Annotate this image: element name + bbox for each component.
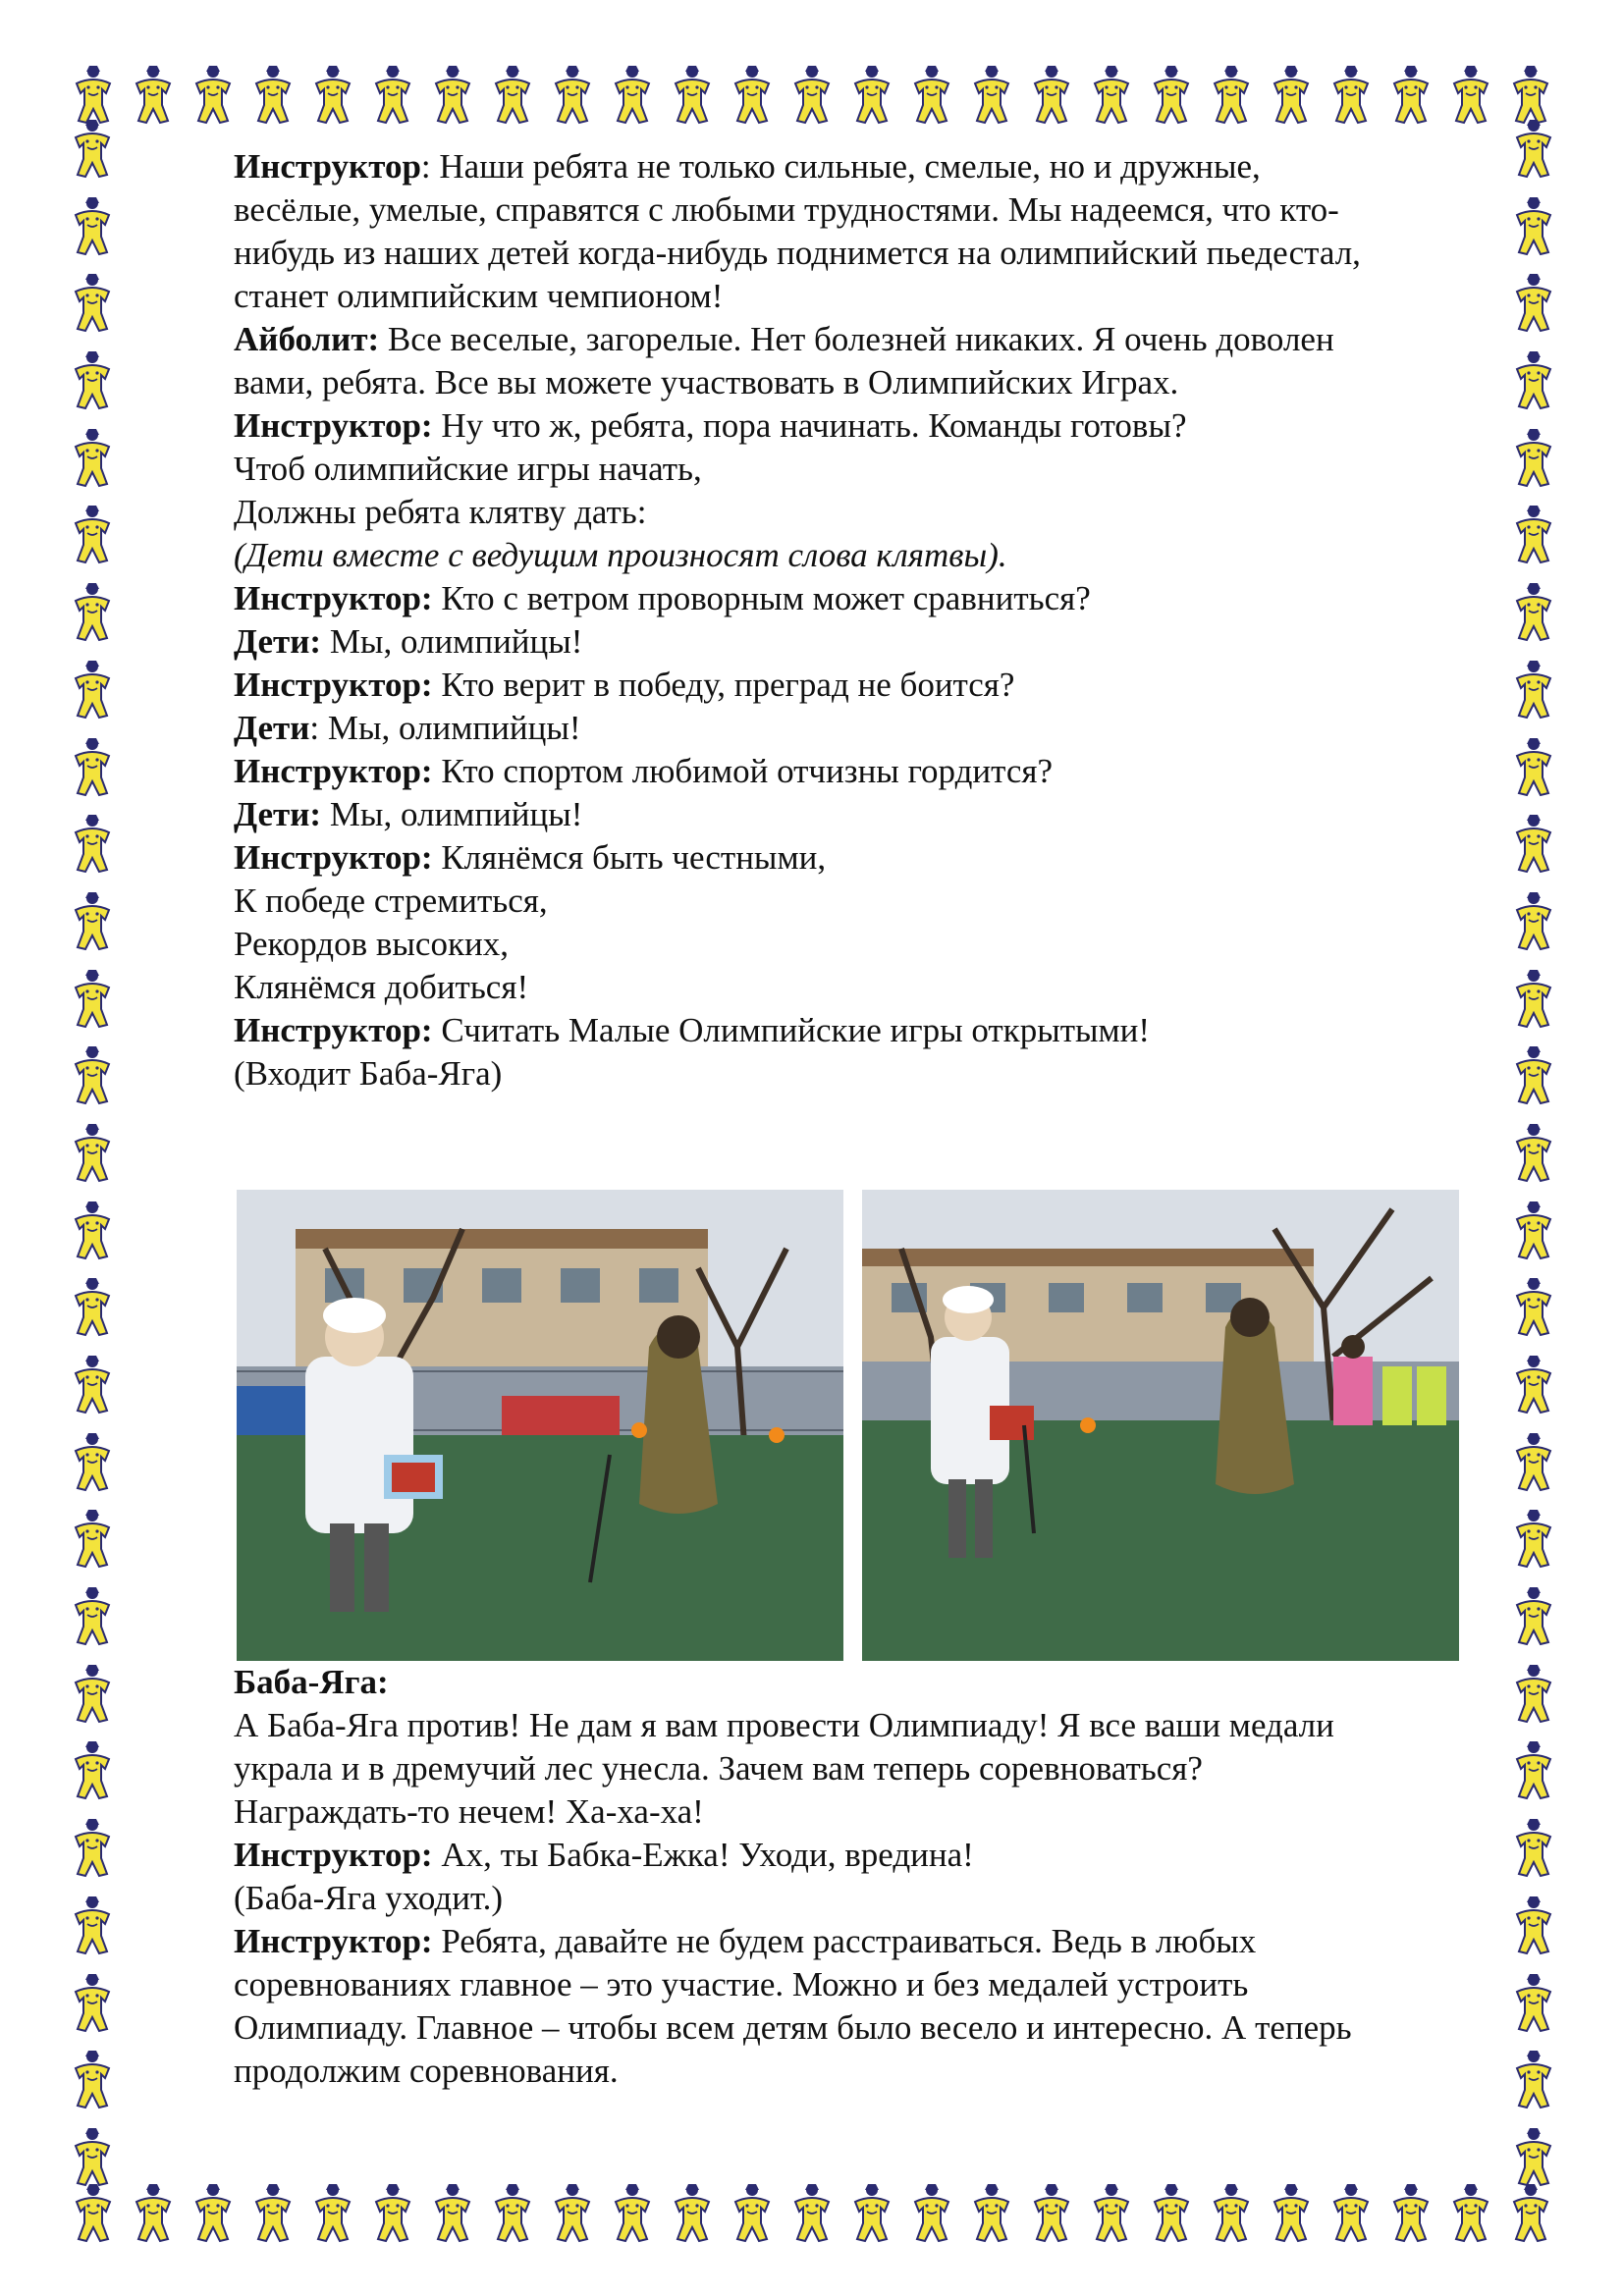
speaker-name: Дети: xyxy=(234,795,322,833)
waving-person-icon xyxy=(905,64,958,127)
speaker-name: Инструктор: xyxy=(234,1922,433,1960)
line-text: Ну что ж, ребята, пора начинать. Команды готовы? xyxy=(441,406,1187,445)
waving-person-icon xyxy=(1507,1585,1560,1648)
waving-person-icon xyxy=(66,118,119,181)
waving-person-icon xyxy=(66,1508,119,1571)
waving-person-icon xyxy=(1507,1431,1560,1494)
text-line xyxy=(234,448,1530,491)
text-line xyxy=(234,361,1530,404)
text-line xyxy=(234,1747,1530,1790)
waving-person-icon xyxy=(1145,64,1198,127)
speaker-name: Дети: xyxy=(234,622,322,661)
line-text: Мы, олимпийцы! xyxy=(329,622,583,661)
waving-person-icon xyxy=(66,1122,119,1185)
text-line xyxy=(234,491,1530,534)
waving-person-icon xyxy=(1205,2182,1258,2245)
waving-person-icon xyxy=(66,2049,119,2111)
text-line xyxy=(234,1052,1530,1095)
line-text: Клянёмся добиться! xyxy=(234,968,529,1006)
waving-person-icon xyxy=(66,1200,119,1262)
waving-person-icon xyxy=(965,64,1018,127)
speaker-name: Инструктор: xyxy=(234,838,433,877)
waving-person-icon xyxy=(66,736,119,799)
line-text: Мы, олимпийцы! xyxy=(329,795,583,833)
waving-person-icon xyxy=(1085,64,1138,127)
text-line xyxy=(234,1877,1530,1920)
waving-person-icon xyxy=(187,2182,240,2245)
waving-person-icon xyxy=(66,1663,119,1726)
text-line xyxy=(234,1920,1530,1963)
line-text: нибудь из наших детей когда-нибудь поднимется на олимпийский пьедестал, xyxy=(234,234,1361,272)
waving-person-icon xyxy=(66,890,119,953)
text-line xyxy=(234,577,1530,620)
text-line xyxy=(234,793,1530,836)
waving-person-icon xyxy=(606,2182,659,2245)
text-line xyxy=(234,232,1530,275)
line-text: Клянёмся быть честными, xyxy=(441,838,827,877)
line-text: украла и в дремучий лес унесла. Зачем вам теперь соревноваться? xyxy=(234,1749,1203,1788)
waving-person-icon xyxy=(1265,64,1318,127)
line-text: Все веселые, загорелые. Нет болезней никаких. Я очень доволен xyxy=(387,320,1334,358)
line-text: Считать Малые Олимпийские игры открытыми! xyxy=(441,1011,1151,1049)
waving-person-icon xyxy=(66,1431,119,1494)
line-text: Олимпиаду. Главное – чтобы всем детям было весело и интересно. А теперь xyxy=(234,2008,1352,2047)
waving-person-icon xyxy=(486,64,539,127)
waving-person-icon xyxy=(1507,1508,1560,1571)
line-text: Ребята, давайте не будем расстраиваться. Ведь в любых xyxy=(441,1922,1257,1960)
waving-person-icon xyxy=(666,2182,719,2245)
waving-person-icon xyxy=(66,968,119,1031)
text-line xyxy=(234,836,1530,880)
text-line xyxy=(234,1704,1530,1747)
separator: : xyxy=(309,709,328,747)
waving-person-icon xyxy=(66,1739,119,1802)
speaker-name: Инструктор: xyxy=(234,752,433,790)
text-line xyxy=(234,664,1530,707)
text-line xyxy=(234,2006,1530,2050)
waving-person-icon xyxy=(66,1354,119,1416)
text-line xyxy=(234,534,1530,577)
waving-person-icon xyxy=(1507,2126,1560,2189)
waving-person-icon xyxy=(1384,2182,1437,2245)
line-text: Награждать-то нечем! Ха-ха-ха! xyxy=(234,1792,704,1831)
waving-person-icon xyxy=(1507,1276,1560,1339)
waving-person-icon xyxy=(66,581,119,644)
text-line xyxy=(234,620,1530,664)
text-line xyxy=(234,1009,1530,1052)
photo-aibolit-baba-yaga-2 xyxy=(862,1190,1459,1661)
line-text: весёлые, умелые, справятся с любыми трудностями. Мы надеемся, что кто- xyxy=(234,190,1339,229)
waving-person-icon xyxy=(306,2182,359,2245)
text-line xyxy=(234,404,1530,448)
line-text: К победе стремиться, xyxy=(234,881,548,920)
waving-person-icon xyxy=(606,64,659,127)
waving-person-icon xyxy=(1205,64,1258,127)
text-line xyxy=(234,1790,1530,1834)
line-text: соревнованиях главное – это участие. Можно и без медалей устроить xyxy=(234,1965,1249,2003)
line-text: Рекордов высоких, xyxy=(234,925,509,963)
text-line xyxy=(234,1963,1530,2006)
waving-person-icon xyxy=(66,349,119,412)
waving-person-icon xyxy=(1265,2182,1318,2245)
separator xyxy=(321,795,330,833)
line-text: Кто с ветром проворным может сравниться? xyxy=(441,579,1091,617)
waving-person-icon xyxy=(486,2182,539,2245)
text-line xyxy=(234,966,1530,1009)
speaker-name: Инструктор: xyxy=(234,579,433,617)
waving-person-icon xyxy=(1444,2182,1497,2245)
waving-person-icon xyxy=(66,504,119,566)
line-text: Ах, ты Бабка-Ежка! Уходи, вредина! xyxy=(441,1836,974,1874)
border-top xyxy=(67,55,1557,135)
speaker-name: Инструктор: xyxy=(234,1011,433,1049)
speaker-name: Баба-Яга: xyxy=(234,1663,389,1701)
waving-person-icon xyxy=(1507,1354,1560,1416)
waving-person-icon xyxy=(66,813,119,876)
waving-person-icon xyxy=(1085,2182,1138,2245)
speaker-name: Инструктор: xyxy=(234,1836,433,1874)
text-line xyxy=(234,750,1530,793)
line-text: (Дети вместе с ведущим произносят слова клятвы). xyxy=(234,536,1007,574)
waving-person-icon xyxy=(426,64,479,127)
waving-person-icon xyxy=(66,195,119,258)
speaker-name: Инструктор: xyxy=(234,666,433,704)
waving-person-icon xyxy=(306,64,359,127)
waving-person-icon xyxy=(366,2182,419,2245)
waving-person-icon xyxy=(366,64,419,127)
waving-person-icon xyxy=(1444,64,1497,127)
waving-person-icon xyxy=(426,2182,479,2245)
waving-person-icon xyxy=(845,2182,898,2245)
dialogue-top xyxy=(234,145,1530,1095)
line-text: станет олимпийским чемпионом! xyxy=(234,277,724,315)
waving-person-icon xyxy=(785,2182,839,2245)
line-text: Должны ребята клятву дать: xyxy=(234,493,647,531)
line-text: Наши ребята не только сильные, смелые, но и дружные, xyxy=(439,147,1261,186)
waving-person-icon xyxy=(666,64,719,127)
text-line xyxy=(234,275,1530,318)
waving-person-icon xyxy=(246,64,299,127)
line-text: (Входит Баба-Яга) xyxy=(234,1054,503,1093)
line-text: Мы, олимпийцы! xyxy=(327,709,581,747)
waving-person-icon xyxy=(66,1585,119,1648)
line-text: Кто спортом любимой отчизны гордится? xyxy=(441,752,1054,790)
waving-person-icon xyxy=(1025,64,1078,127)
line-text: А Баба-Яга против! Не дам я вам провести Олимпиаду! Я все ваши медали xyxy=(234,1706,1334,1744)
text-line xyxy=(234,145,1530,188)
line-text: Чтоб олимпийские игры начать, xyxy=(234,450,702,488)
waving-person-icon xyxy=(1507,1122,1560,1185)
waving-person-icon xyxy=(127,64,180,127)
waving-person-icon xyxy=(1025,2182,1078,2245)
speaker-name: Айболит: xyxy=(234,320,380,358)
waving-person-icon xyxy=(785,64,839,127)
waving-person-icon xyxy=(127,2182,180,2245)
waving-person-icon xyxy=(66,427,119,490)
waving-person-icon xyxy=(1507,1200,1560,1262)
photo-aibolit-baba-yaga-1 xyxy=(237,1190,843,1661)
waving-person-icon xyxy=(67,2182,120,2245)
separator xyxy=(321,622,330,661)
waving-person-icon xyxy=(66,1972,119,2035)
dialogue-bottom xyxy=(234,1661,1530,2093)
waving-person-icon xyxy=(546,2182,599,2245)
line-text: (Баба-Яга уходит.) xyxy=(234,1879,504,1917)
waving-person-icon xyxy=(187,64,240,127)
waving-person-icon xyxy=(1504,2182,1557,2245)
separator xyxy=(379,320,388,358)
waving-person-icon xyxy=(905,2182,958,2245)
text-line xyxy=(234,188,1530,232)
text-line xyxy=(234,707,1530,750)
waving-person-icon xyxy=(726,2182,779,2245)
waving-person-icon xyxy=(726,64,779,127)
waving-person-icon xyxy=(246,2182,299,2245)
text-line xyxy=(234,1834,1530,1877)
border-bottom xyxy=(67,2173,1557,2254)
speaker-name: Дети xyxy=(234,709,310,747)
speaker-name: Инструктор: xyxy=(234,406,433,445)
text-line xyxy=(234,1661,1530,1704)
waving-person-icon xyxy=(66,1895,119,1957)
line-text: Кто верит в победу, преград не боится? xyxy=(441,666,1015,704)
waving-person-icon xyxy=(66,272,119,335)
waving-person-icon xyxy=(66,2126,119,2189)
line-text: вами, ребята. Все вы можете участвовать в Олимпийских Играх. xyxy=(234,363,1179,401)
waving-person-icon xyxy=(66,1044,119,1107)
waving-person-icon xyxy=(546,64,599,127)
text-line xyxy=(234,923,1530,966)
line-text: продолжим соревнования. xyxy=(234,2052,619,2090)
text-line xyxy=(234,880,1530,923)
text-line xyxy=(234,2050,1530,2093)
separator: : xyxy=(420,147,440,186)
text-line xyxy=(234,318,1530,361)
waving-person-icon xyxy=(1325,64,1378,127)
speaker-name: Инструктор xyxy=(234,147,421,186)
waving-person-icon xyxy=(66,659,119,721)
border-left xyxy=(61,118,124,2189)
waving-person-icon xyxy=(845,64,898,127)
waving-person-icon xyxy=(965,2182,1018,2245)
waving-person-icon xyxy=(66,1276,119,1339)
waving-person-icon xyxy=(1384,64,1437,127)
waving-person-icon xyxy=(1325,2182,1378,2245)
waving-person-icon xyxy=(1145,2182,1198,2245)
waving-person-icon xyxy=(66,1817,119,1880)
